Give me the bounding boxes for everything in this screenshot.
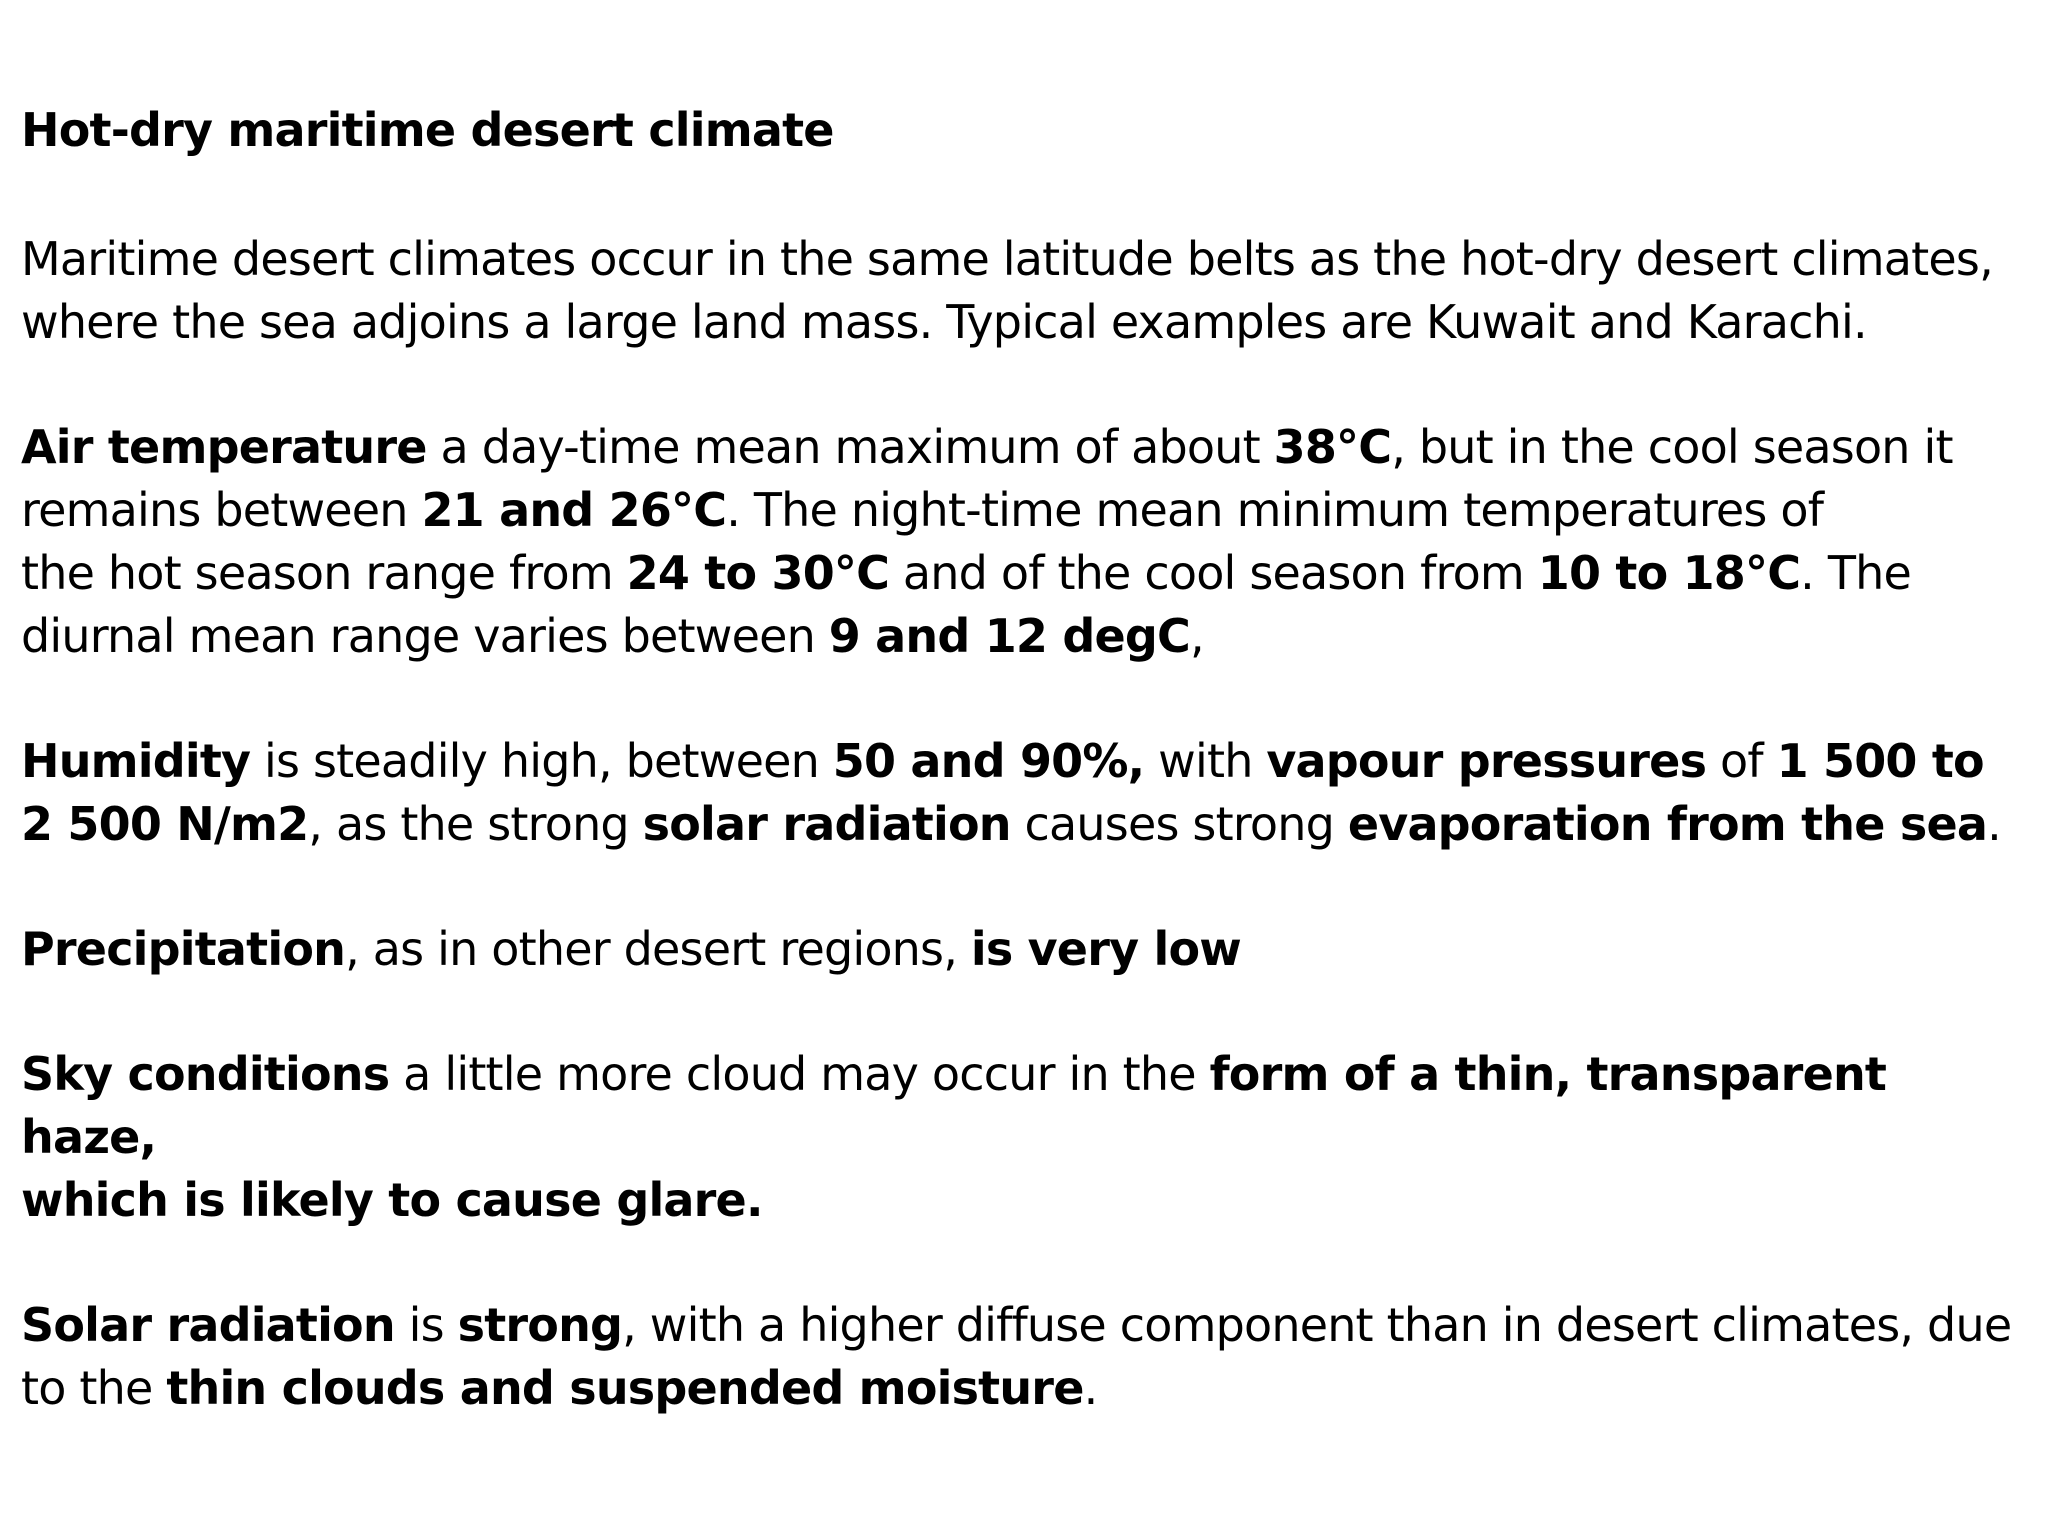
text-run: remains between <box>21 483 422 537</box>
bold-text-run: evaporation from the sea <box>1347 797 1988 851</box>
bold-text-run: 10 to 18°C <box>1537 546 1801 600</box>
paragraph-air-temperature <box>21 416 2036 668</box>
text-run: diurnal mean range varies between <box>21 609 829 663</box>
text-run: the hot season range from <box>21 546 627 600</box>
text-run: . <box>1987 797 2001 851</box>
text-run: , as in other desert regions, <box>345 922 971 976</box>
bold-text-run: Humidity <box>21 734 251 788</box>
text-run: . The <box>1800 546 1911 600</box>
bold-text-run: 2 500 N/m2 <box>21 797 309 851</box>
paragraph-precipitation <box>21 918 2036 981</box>
text-run: . The night-time mean minimum temperatures of <box>726 483 1824 537</box>
paragraph-solar-radiation <box>21 1294 2036 1420</box>
text-run: Maritime desert climates occur in the same latitude belts as the hot-dry desert climates, <box>21 232 1993 286</box>
text-run: a little more cloud may occur in the <box>389 1047 1210 1101</box>
bold-text-run: Sky conditions <box>21 1047 390 1101</box>
text-run: , with a higher diffuse component than in desert climates, due <box>622 1298 2012 1352</box>
text-run: , but in the cool season it <box>1391 420 1953 474</box>
bold-text-run: thin clouds and suspended moisture <box>166 1361 1084 1415</box>
bold-text-run: is very low <box>970 922 1241 976</box>
text-run: is <box>394 1298 458 1352</box>
paragraph-humidity <box>21 730 2036 856</box>
text-run: , <box>1189 609 1204 663</box>
page-title: Hot-dry maritime desert climate <box>21 103 834 157</box>
text-run: with <box>1144 734 1267 788</box>
bold-text-run: 50 and 90%, <box>832 734 1145 788</box>
bold-text-run: Precipitation <box>21 922 346 976</box>
text-run: to the <box>21 1361 167 1415</box>
bold-text-run: 38°C <box>1273 420 1392 474</box>
text-run: , as the strong <box>308 797 643 851</box>
bold-text-run: Solar radiation <box>21 1298 395 1352</box>
bold-text-run: solar radiation <box>642 797 1011 851</box>
text-run: and of the cool season from <box>889 546 1538 600</box>
text-run: . <box>1083 1361 1098 1415</box>
text-run: of <box>1706 734 1777 788</box>
text-run: where the sea adjoins a large land mass. Typical examples are Kuwait and Karachi. <box>21 295 1867 349</box>
bold-text-run: 24 to 30°C <box>626 546 890 600</box>
paragraph-sky-conditions <box>21 1043 2036 1232</box>
text-run: is steadily high, between <box>250 734 833 788</box>
bold-text-run: 1 500 to <box>1776 734 1984 788</box>
bold-text-run: Air temperature <box>21 420 427 474</box>
bold-text-run: 9 and 12 degC <box>828 609 1190 663</box>
bold-text-run: 21 and 26°C <box>421 483 727 537</box>
document-body <box>21 100 2036 1482</box>
bold-text-run: strong <box>457 1298 623 1352</box>
text-run: a day-time mean maximum of about <box>426 420 1274 474</box>
text-run: causes strong <box>1010 797 1348 851</box>
bold-text-run: vapour pressures <box>1266 734 1707 788</box>
bold-text-run: which is likely to cause glare. <box>21 1173 763 1227</box>
paragraph-list <box>21 228 2036 1420</box>
paragraph-intro <box>21 228 2036 354</box>
bold-text-run: form of a thin, transparent haze, <box>21 1047 1887 1164</box>
